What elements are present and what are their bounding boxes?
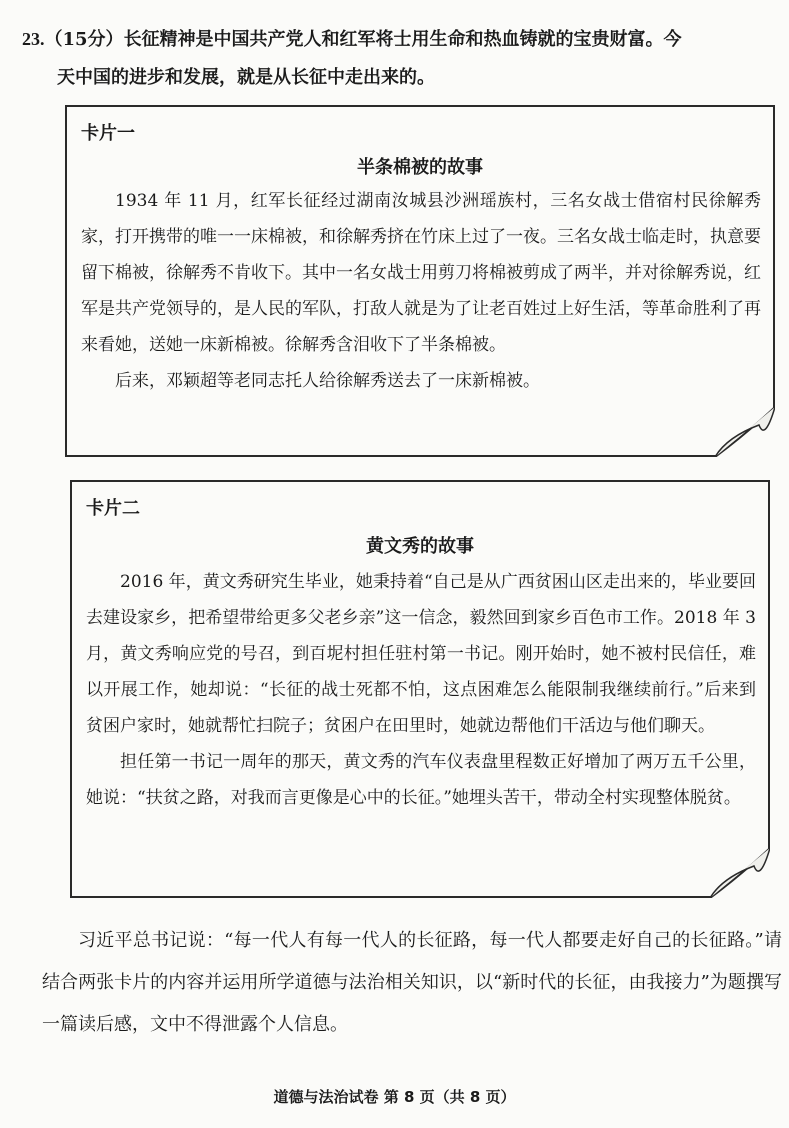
page-curl-icon [710, 848, 770, 898]
card-one-title: 半条棉被的故事 [357, 157, 483, 178]
card-two [70, 480, 770, 898]
card-one [65, 105, 775, 457]
card-one-paragraph: 1934 年 11 月，红军长征经过湖南汝城县沙洲瑶族村，三名女战士借宿村民徐解秀家，打开携带的唯一一床棉被，和徐解秀挤在竹床上过了一夜。三名女战士临走时，执意要留下棉被，徐解秀不肯收下。其中一名女战士用剪刀将棉被剪成了两半，并对徐解秀说，红军是共产党领导的，是人民的军队，打敌人就是为了让老百姓过上好生活，等革命胜利了再来看她，送她一床新棉被。徐解秀含泪收下了半条棉被。 [81, 191, 761, 355]
page-curl-icon [715, 407, 775, 457]
card-one-body [81, 183, 761, 399]
page-footer: 道德与法治试卷 第 8 页（共 8 页） [273, 1088, 516, 1106]
card-two-label: 卡片二 [86, 498, 140, 519]
question-number: 23. [22, 29, 45, 49]
card-two-body [86, 564, 756, 816]
card-two-title: 黄文秀的故事 [366, 536, 474, 557]
essay-prompt-text: 习近平总书记说：“每一代人有每一代人的长征路，每一代人都要走好自己的长征路。”请结合两张卡片的内容并运用所学道德与法治相关知识，以“新时代的长征，由我接力”为题撰写一篇读后感，文中不得泄露个人信息。 [42, 930, 782, 1035]
question-stem [22, 20, 772, 97]
card-two-paragraph: 2016 年，黄文秀研究生毕业，她秉持着“自己是从广西贫困山区走出来的，毕业要回去建设家乡，把希望带给更多父老乡亲”这一信念，毅然回到家乡百色市工作。2018 年 3 月，黄文秀响应党的号召，到百坭村担任驻村第一书记。刚开始时，她不被村民信任，难以开展工作，她却说：“长征的战士死都不怕，这点困难怎么能限制我继续前行。”后来到贫困户家时，她就帮忙扫院子；贫困户在田里时，她就边帮他们干活边与他们聊天。 [86, 572, 756, 736]
question-text-1: 长征精神是中国共产党人和红军将士用生命和热血铸就的宝贵财富。今 [123, 29, 682, 50]
question-points: （15分） [44, 29, 124, 50]
essay-prompt [42, 920, 782, 1046]
card-one-paragraph: 后来，邓颖超等老同志托人给徐解秀送去了一床新棉被。 [115, 371, 540, 391]
question-line-1 [22, 20, 772, 59]
question-text-2: 天中国的进步和发展，就是从长征中走出来的。 [57, 67, 435, 88]
card-one-label: 卡片一 [81, 123, 135, 144]
card-two-paragraph: 担任第一书记一周年的那天，黄文秀的汽车仪表盘里程数正好增加了两万五千公里，她说：“扶贫之路，对我而言更像是心中的长征。”她埋头苦干，带动全村实现整体脱贫。 [86, 752, 756, 808]
